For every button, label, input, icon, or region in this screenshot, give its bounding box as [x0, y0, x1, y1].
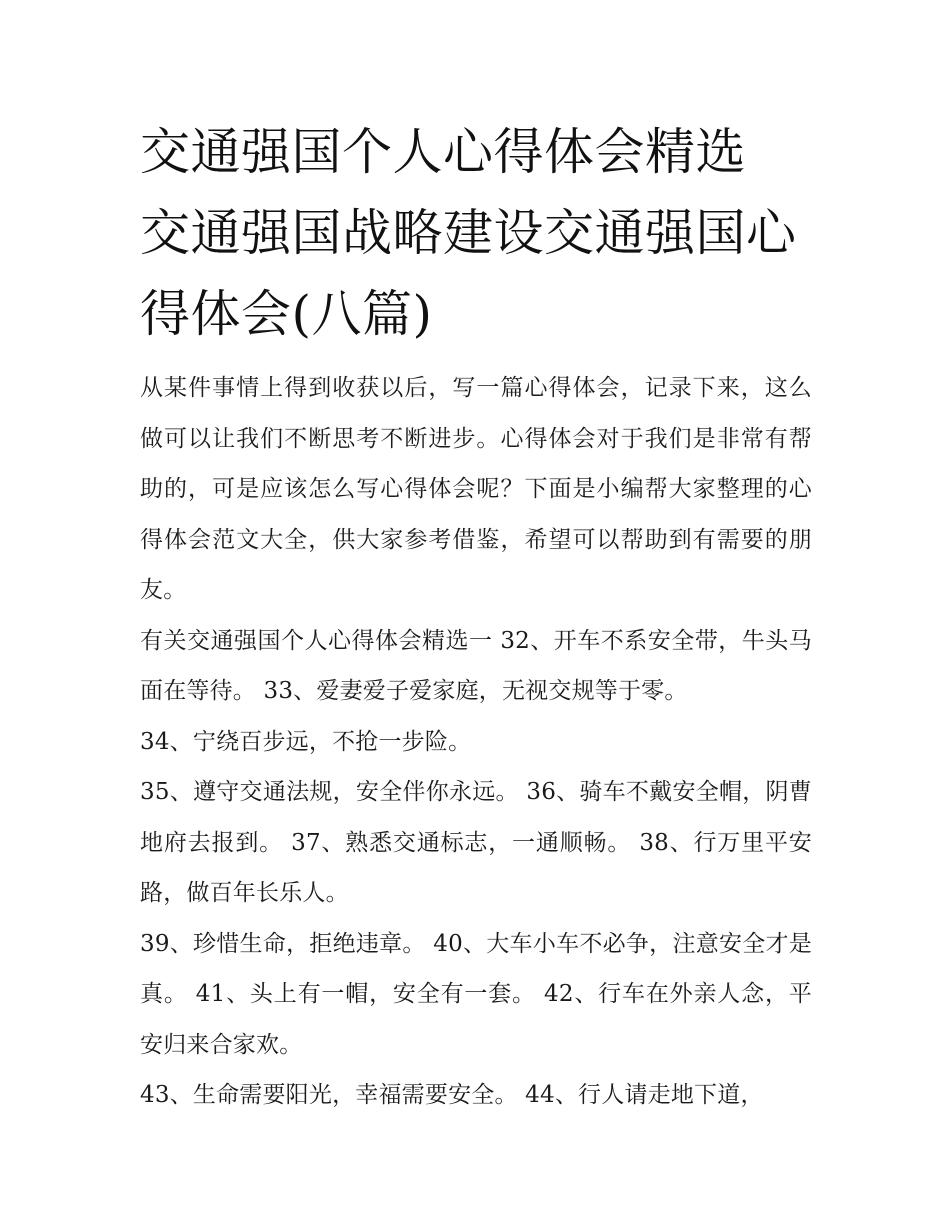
- slogan-paragraph-3: 35、遵守交通法规，安全伴你永远。 36、骑车不戴安全帽，阴曹地府去报到。 37、熟悉交通标志，一通顺畅。 38、行万里平安路，做百年长乐人。: [140, 779, 812, 906]
- document-title: 交通强国个人心得体会精选 交通强国战略建设交通强国心得体会(八篇): [140, 123, 797, 343]
- intro-paragraph: 从某件事情上得到收获以后，写一篇心得体会，记录下来，这么做可以让我们不断思考不断进步。心得体会对于我们是非常有帮助的，可是应该怎么写心得体会呢？下面是小编帮大家整理的心得体会范文大全，供大家参考借鉴，希望可以帮助到有需要的朋友。: [140, 375, 812, 603]
- slogan-paragraph-5: 43、生命需要阳光，幸福需要安全。 44、行人请走地下道，: [140, 1082, 764, 1108]
- document-body: [140, 112, 812, 1121]
- slogan-paragraph-4: 39、珍惜生命，拒绝违章。 40、大车小车不必争，注意安全才是真。 41、头上有一帽，安全有一套。 42、行车在外亲人念，平安归来合家欢。: [140, 930, 812, 1058]
- slogan-paragraph-2: 34、宁绕百步远，不抢一步险。: [140, 728, 472, 755]
- slogan-paragraph-1: 有关交通强国个人心得体会精选一 32、开车不系安全带，牛头马面在等待。 33、爱妻爱子爱家庭，无视交规等于零。: [140, 627, 812, 704]
